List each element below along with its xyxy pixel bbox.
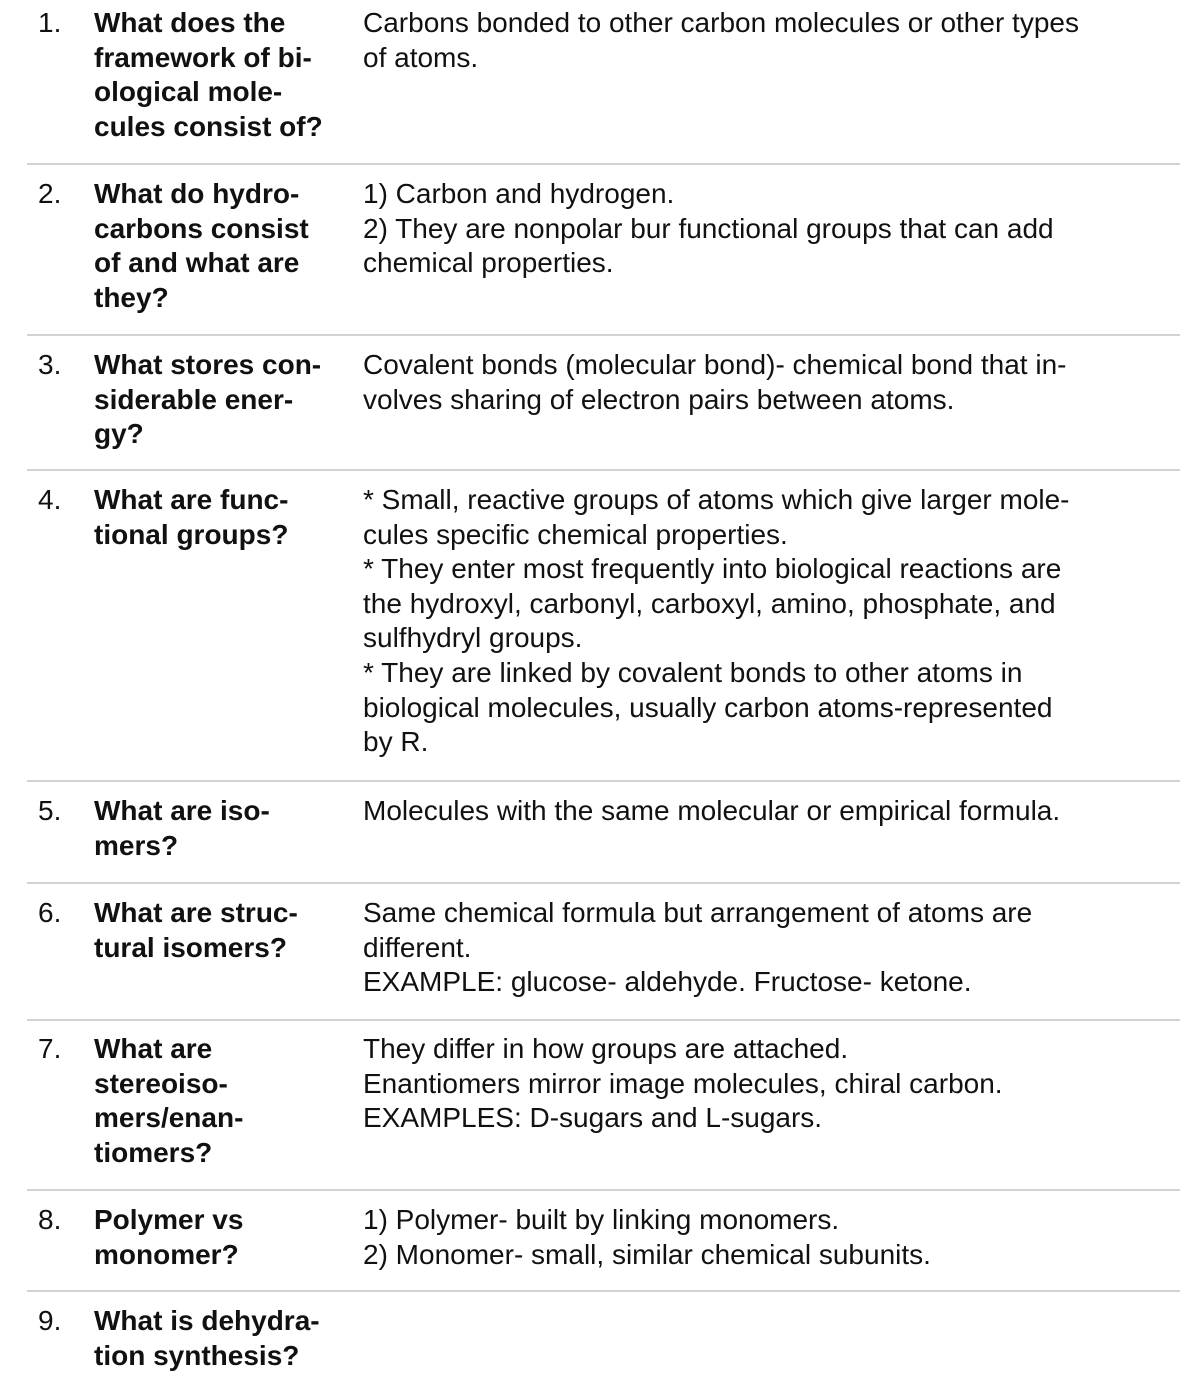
definition-line: 2) They are nonpolar bur functional groups that can add bbox=[363, 212, 1054, 244]
card-term bbox=[94, 1304, 356, 1373]
card-number: 3. bbox=[38, 349, 62, 380]
card-term bbox=[94, 1032, 356, 1170]
card-number: 9. bbox=[38, 1305, 62, 1336]
flashcard-row bbox=[27, 1203, 1180, 1279]
definition-line: 1) Polymer- built by linking monomers. bbox=[363, 1204, 840, 1235]
definition-line: 2) Monomer- small, similar chemical subunits. bbox=[363, 1238, 931, 1270]
definition-line: the hydroxyl, carbonyl, carboxyl, amino, phosphate, and bbox=[363, 587, 1056, 619]
definition-line: * They enter most frequently into biological reactions are bbox=[363, 553, 1062, 585]
term-line: What are func- bbox=[94, 484, 289, 515]
term-line: What are iso- bbox=[94, 795, 270, 826]
term-line: siderable ener- bbox=[94, 383, 294, 415]
card-term bbox=[94, 177, 356, 315]
term-line: tiomers? bbox=[94, 1136, 213, 1168]
card-term bbox=[94, 1203, 356, 1272]
card-term bbox=[94, 483, 356, 552]
term-line: What are struc- bbox=[94, 897, 298, 928]
term-line: Polymer vs bbox=[94, 1204, 244, 1235]
definition-line: cules specific chemical properties. bbox=[363, 518, 788, 550]
definition-line: 1) Carbon and hydrogen. bbox=[363, 178, 675, 209]
term-line: tion synthesis? bbox=[94, 1339, 300, 1371]
term-line: framework of bi- bbox=[94, 41, 312, 73]
term-line: cules consist of? bbox=[94, 110, 323, 142]
definition-line: * They are linked by covalent bonds to other atoms in bbox=[363, 656, 1023, 688]
card-number: 4. bbox=[38, 484, 62, 515]
card-definition bbox=[363, 1203, 1175, 1272]
row-divider bbox=[27, 469, 1180, 471]
card-definition bbox=[363, 483, 1175, 760]
term-line: tural isomers? bbox=[94, 931, 287, 963]
row-divider bbox=[27, 334, 1180, 336]
term-line: What does the bbox=[94, 7, 286, 38]
definition-line: EXAMPLES: D-sugars and L-sugars. bbox=[363, 1102, 823, 1134]
term-line: carbons consist bbox=[94, 212, 309, 244]
definition-line: of atoms. bbox=[363, 41, 479, 73]
card-number: 8. bbox=[38, 1204, 62, 1235]
definition-line: chemical properties. bbox=[363, 247, 614, 279]
card-number: 6. bbox=[38, 897, 62, 928]
definition-line: They differ in how groups are attached. bbox=[363, 1033, 849, 1064]
definition-line: biological molecules, usually carbon atoms-represented bbox=[363, 691, 1053, 723]
flashcard-row bbox=[27, 483, 1180, 767]
definition-line: different. bbox=[363, 931, 472, 963]
term-line: tional groups? bbox=[94, 518, 289, 550]
term-line: mers/enan- bbox=[94, 1102, 244, 1134]
card-definition bbox=[363, 177, 1175, 281]
card-term bbox=[94, 896, 356, 965]
card-number: 7. bbox=[38, 1033, 62, 1064]
flashcard-row bbox=[27, 1032, 1180, 1178]
card-term bbox=[94, 6, 356, 144]
flashcard-row bbox=[27, 348, 1180, 460]
flashcard-row bbox=[27, 6, 1180, 152]
definition-line: sulfhydryl groups. bbox=[363, 622, 583, 654]
flashcard-row bbox=[27, 896, 1180, 1008]
term-line: ological mole- bbox=[94, 76, 283, 108]
definition-line: Carbons bonded to other carbon molecules or other types bbox=[363, 7, 1079, 38]
flashcard-row bbox=[27, 177, 1180, 323]
definition-line: volves sharing of electron pairs between atoms. bbox=[363, 383, 955, 415]
definition-line: Molecules with the same molecular or empirical formula. bbox=[363, 795, 1061, 826]
card-definition bbox=[363, 794, 1175, 829]
card-number: 5. bbox=[38, 795, 62, 826]
card-definition bbox=[363, 6, 1175, 75]
term-line: What is dehydra- bbox=[94, 1305, 320, 1336]
card-term bbox=[94, 794, 356, 863]
definition-line: by R. bbox=[363, 726, 429, 758]
term-line: What do hydro- bbox=[94, 178, 300, 209]
definition-line: Enantiomers mirror image molecules, chiral carbon. bbox=[363, 1067, 1003, 1099]
row-divider bbox=[27, 882, 1180, 884]
definition-line: EXAMPLE: glucose- aldehyde. Fructose- ketone. bbox=[363, 966, 972, 998]
term-line: monomer? bbox=[94, 1238, 239, 1270]
term-line: of and what are bbox=[94, 247, 300, 279]
card-definition bbox=[363, 1032, 1175, 1136]
flashcard-row bbox=[27, 1304, 1180, 1380]
term-line: they? bbox=[94, 281, 169, 313]
term-line: mers? bbox=[94, 829, 179, 861]
card-term bbox=[94, 348, 356, 452]
card-definition bbox=[363, 348, 1175, 417]
flashcard-row bbox=[27, 794, 1180, 870]
definition-line: Same chemical formula but arrangement of atoms are bbox=[363, 897, 1033, 928]
card-definition bbox=[363, 896, 1175, 1000]
card-number: 1. bbox=[38, 7, 62, 38]
row-divider bbox=[27, 1290, 1180, 1292]
card-number: 2. bbox=[38, 178, 62, 209]
term-line: What are bbox=[94, 1033, 213, 1064]
row-divider bbox=[27, 163, 1180, 165]
term-line: What stores con- bbox=[94, 349, 322, 380]
row-divider bbox=[27, 1189, 1180, 1191]
row-divider bbox=[27, 1019, 1180, 1021]
definition-line: * Small, reactive groups of atoms which give larger mole- bbox=[363, 484, 1070, 515]
term-line: gy? bbox=[94, 418, 144, 450]
term-line: stereoiso- bbox=[94, 1067, 228, 1099]
definition-line: Covalent bonds (molecular bond)- chemical bond that in- bbox=[363, 349, 1067, 380]
row-divider bbox=[27, 780, 1180, 782]
